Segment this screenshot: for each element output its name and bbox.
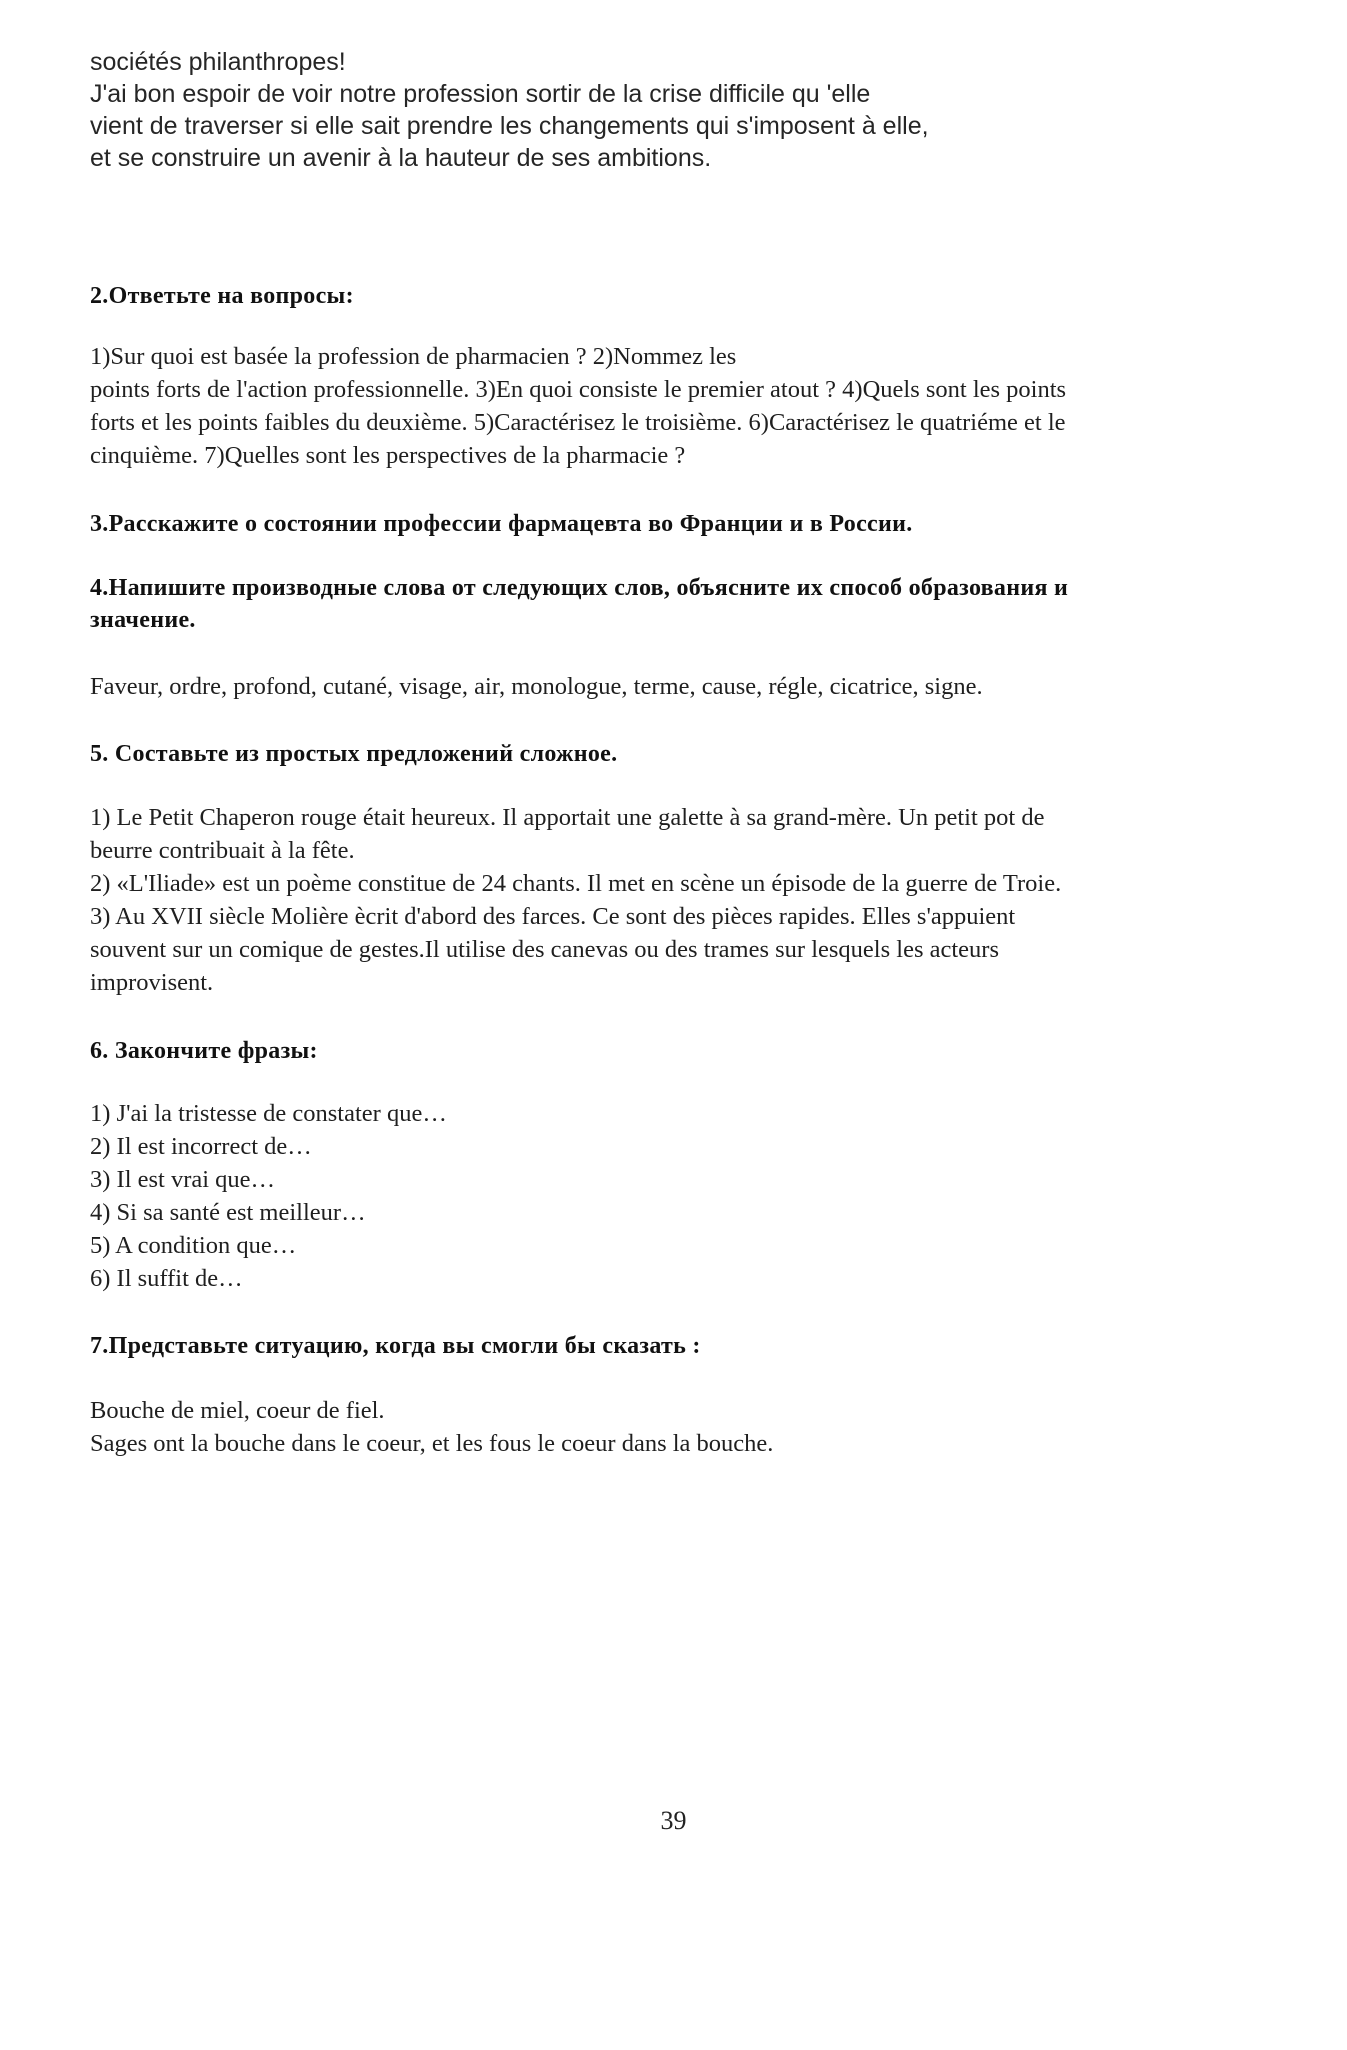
question-line: 1)Sur quoi est basée la profession de pharmacien ? 2)Nommez les — [90, 343, 737, 370]
section-7-heading: 7.Представьте ситуацию, когда вы смогли бы сказать : — [90, 1333, 701, 1359]
intro-line: et se construire un avenir à la hauteur de ses ambitions. — [90, 144, 712, 172]
intro-line: vient de traverser si elle sait prendre les changements qui s'imposent à elle, — [90, 112, 929, 140]
intro-line: sociétés philanthropes! — [90, 48, 346, 76]
section-2-heading: 2.Ответьте на вопросы: — [90, 283, 354, 309]
section-3-heading: 3.Расскажите о состоянии профессии фармацевта во Франции и в России. — [90, 511, 913, 537]
phrase-item: 3) Il est vrai que… — [90, 1166, 276, 1193]
sentence-line: 2) «L'Iliade» est un poème constitue de 24 chants. Il met en scène un épisode de la guerre de Troie. — [90, 870, 1062, 897]
question-line: forts et les points faibles du deuxième. 5)Caractérisez le troisième. 6)Caractérisez le quatriéme et le — [90, 409, 1066, 436]
section-4-word-list: Faveur, ordre, profond, cutané, visage, air, monologue, terme, cause, régle, cicatrice, signe. — [90, 673, 983, 700]
sentence-line: improvisent. — [90, 969, 214, 996]
section-7-proverbs — [90, 1394, 1280, 1460]
phrase-item: 1) J'ai la tristesse de constater que… — [90, 1100, 447, 1127]
sentence-line: beurre contribuait à la fête. — [90, 837, 355, 864]
section-2-questions — [90, 340, 1280, 472]
section-4-heading-line: 4.Напишите производные слова от следующих слов, объясните их способ образования и — [90, 575, 1069, 601]
proverb-line: Sages ont la bouche dans le coeur, et les fous le coeur dans la bouche. — [90, 1430, 774, 1457]
phrase-item: 4) Si sa santé est meilleur… — [90, 1199, 366, 1226]
question-line: cinquième. 7)Quelles sont les perspectives de la pharmacie ? — [90, 442, 686, 469]
phrase-item: 2) Il est incorrect de… — [90, 1133, 312, 1160]
question-line: points forts de l'action professionnelle. 3)En quoi consiste le premier atout ? 4)Quels sont les points — [90, 376, 1067, 403]
phrase-item: 5) A condition que… — [90, 1232, 297, 1259]
phrase-item: 6) Il suffit de… — [90, 1265, 243, 1292]
sentence-line: souvent sur un comique de gestes.Il utilise des canevas ou des trames sur lesquels les acteurs — [90, 936, 999, 963]
section-5-heading: 5. Составьте из простых предложений сложное. — [90, 741, 618, 767]
section-6-phrases — [90, 1097, 1280, 1295]
section-4-heading — [90, 572, 1280, 636]
proverb-line: Bouche de miel, coeur de fiel. — [90, 1397, 385, 1424]
section-4-heading-line: значение. — [90, 607, 196, 633]
intro-line: J'ai bon espoir de voir notre profession sortir de la crise difficile qu 'elle — [90, 80, 871, 108]
sentence-line: 1) Le Petit Chaperon rouge était heureux. Il apportait une galette à sa grand-mère. Un petit pot de — [90, 804, 1045, 831]
intro-paragraph — [90, 46, 1280, 174]
section-5-sentences — [90, 801, 1280, 999]
page-number: 39 — [660, 1806, 687, 1835]
sentence-line: 3) Au XVII siècle Molière ècrit d'abord des farces. Ce sont des pièces rapides. Elles s'appuient — [90, 903, 1016, 930]
section-6-heading: 6. Закончите фразы: — [90, 1038, 318, 1064]
